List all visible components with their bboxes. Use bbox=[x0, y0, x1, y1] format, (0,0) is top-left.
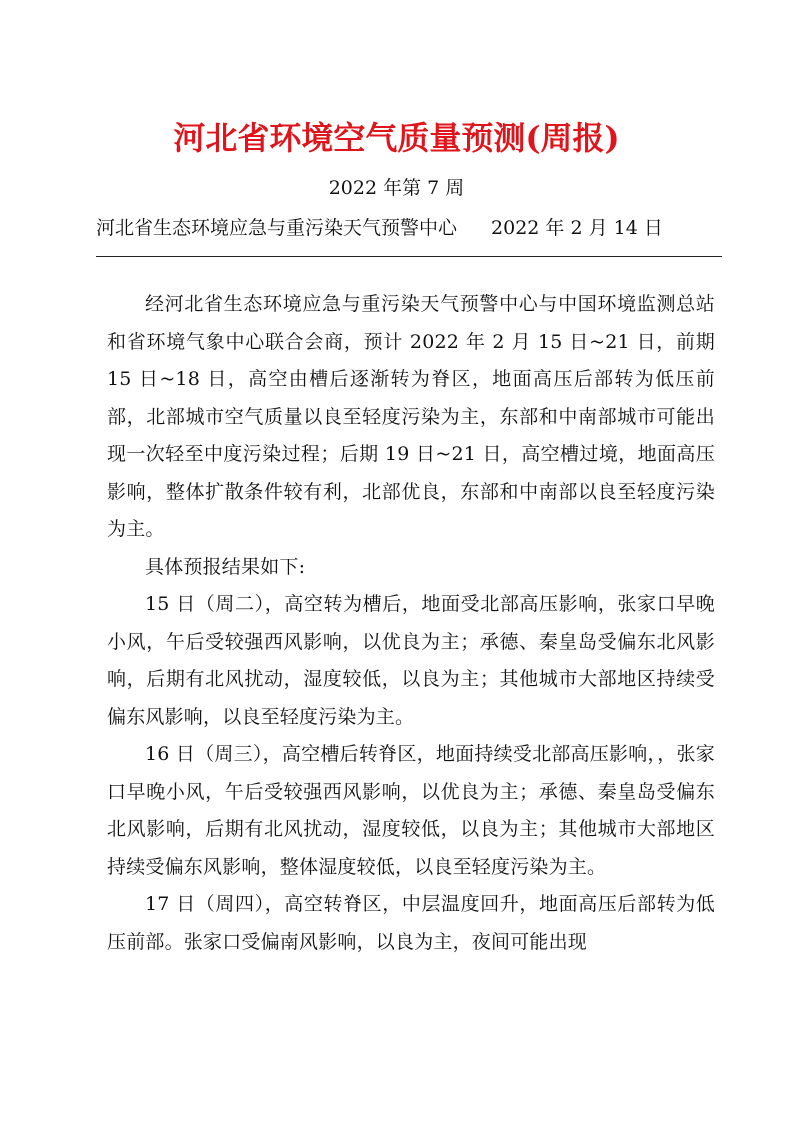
forecast-intro: 具体预报结果如下: bbox=[145, 555, 306, 578]
summary-paragraph: 经河北省生态环境应急与重污染天气预警中心与中国环境监测总站和省环境气象中心联合会商，预计 2022 年 2 月 15 日~21 日，前期 15 日~18 日，高空由槽后逐渐转为脊区，地面高压后部转为低压前部，北部城市空气质量以良至轻度污染为主，东部和中南部城市可能出现一次轻至中度污染过程；后期 19 日~21 日，高空槽过境，地面高压影响，整体扩散条件较有利，北部优良，东部和中南部以良至轻度污染为主。 bbox=[107, 293, 715, 540]
forecast-day-16: 16 日（周三），高空槽后转脊区，地面持续受北部高压影响，，张家口早晚小风，午后受较强西风影响，以优良为主；承德、秦皇岛受偏东北风影响，后期有北风扰动，湿度较低，以良为主；其他城市大部地区持续受偏东风影响，整体湿度较低，以良至轻度污染为主。 bbox=[107, 743, 715, 878]
forecast-day-17: 17 日（周四），高空转脊区，中层温度回升，地面高压后部转为低压前部。张家口受偏南风影响，以良为主，夜间可能出现 bbox=[107, 893, 715, 953]
issuer-line bbox=[96, 214, 696, 242]
issue-date: 2022 年 2 月 14 日 bbox=[491, 217, 663, 239]
forecast-day-15: 15 日（周二），高空转为槽后，地面受北部高压影响，张家口早晚小风，午后受较强西风影响，以优良为主；承德、秦皇岛受偏东北风影响，后期有北风扰动，湿度较低，以良为主；其他城市大部地区持续受偏东风影响，以良至轻度污染为主。 bbox=[107, 593, 715, 728]
report-body bbox=[107, 286, 715, 961]
report-week: 2022 年第 7 周 bbox=[328, 177, 465, 199]
header-divider bbox=[96, 256, 722, 257]
document-title: 河北省环境空气质量预测(周报) bbox=[173, 119, 620, 157]
issuer-name: 河北省生态环境应急与重污染天气预警中心 bbox=[96, 217, 458, 239]
